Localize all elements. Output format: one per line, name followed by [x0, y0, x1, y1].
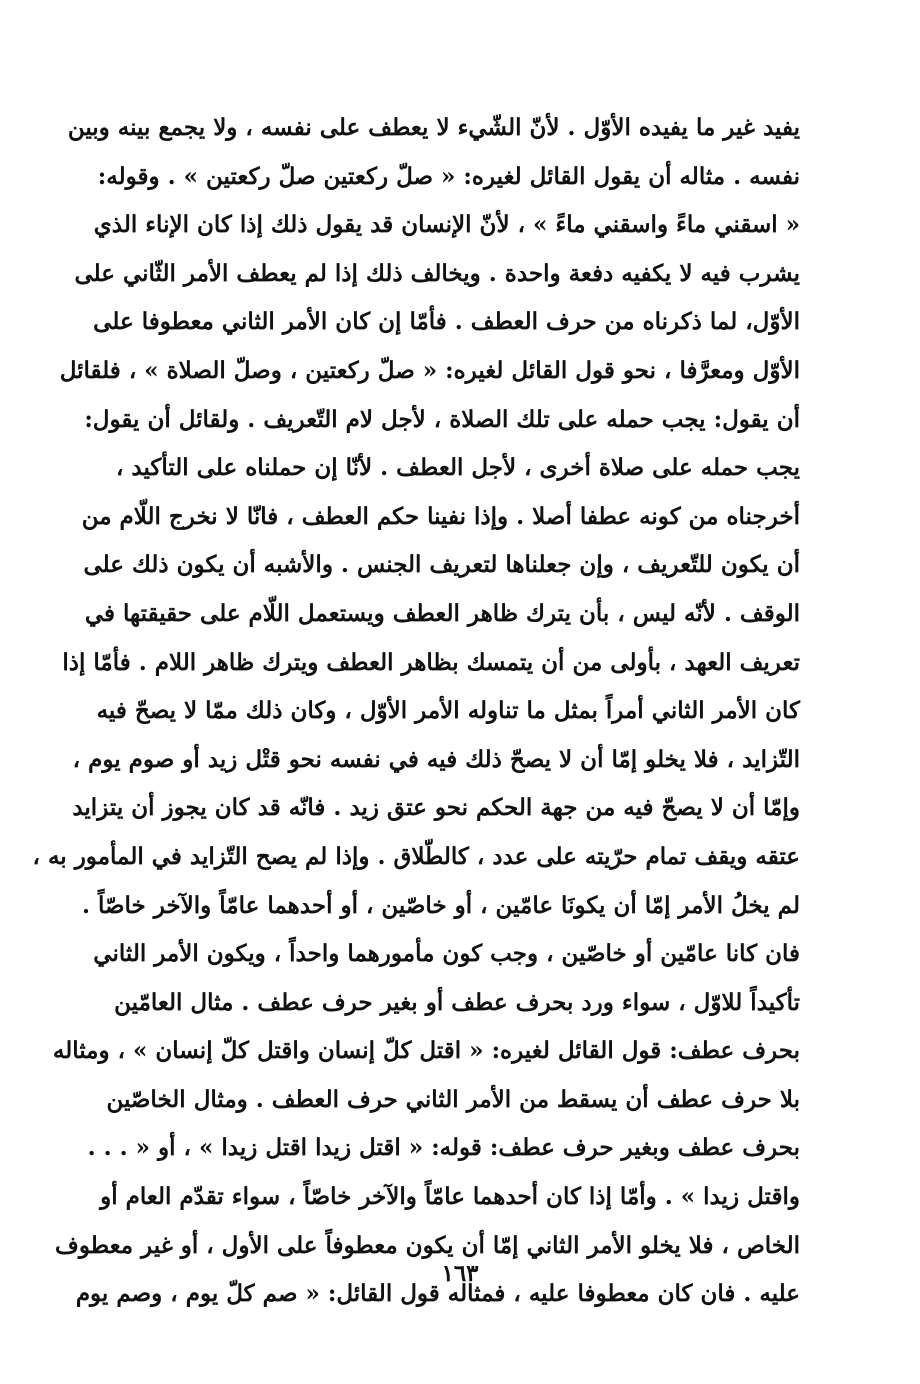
text-line: تأكيداً للاوّل ، سواء ورد بحرف عطف أو بغير حرف عطف . مثال العامّين: [114, 988, 800, 1016]
text-line: أن يقول: يجب حمله على تلك الصلاة ، لأجل لام التّعريف . ولقائل أن يقول:: [84, 405, 800, 433]
text-line: عليه . فان كان معطوفا عليه ، فمثاله قول القائل: « صم كلّ يوم ، وصم يوم: [75, 1280, 800, 1308]
text-line: التّزايد ، فلا يخلو إمّا أن لا يصحّ ذلك فيه في نفسه نحو قتْل زيد أو صوم يوم ،: [72, 745, 800, 773]
text-line: لم يخلُ الأمر إمّا أن يكونَا عامّين ، أو خاصّين ، أو أحدهما عامّاً والآخر خاصّاً .: [81, 891, 800, 919]
text-line: كان الأمر الثاني أمراً بمثل ما تناوله الأمر الأوّل ، وكان ذلك ممّا لا يصحّ فيه: [96, 697, 800, 725]
text-line: تعريف العهد ، بأولى من أن يتمسك بظاهر العطف ويترك ظاهر اللام . فأمّا إذا: [62, 648, 800, 676]
text-line: يجب حمله على صلاة أخرى ، لأجل العطف . لأنّا إن حملناه على التأكيد ،: [115, 454, 800, 482]
text-line: بحرف عطف وبغير حرف عطف: قوله: « اقتل زيدا اقتل زيدا » ، أو « . . .: [87, 1134, 800, 1162]
text-line: بحرف عطف: قول القائل لغيره: « اقتل كلّ إنسان واقتل كلّ إنسان » ، ومثاله: [52, 1037, 800, 1065]
text-line: الأوّل، لما ذكرناه من حرف العطف . فأمّا إن كان الأمر الثاني معطوفا على: [93, 308, 800, 336]
text-line: واقتل زيدا » . وأمّا إذا كان أحدهما عامّاً والآخر خاصّاً ، سواء تقدّم العام أو: [100, 1183, 800, 1211]
page-number: ١٦٣: [441, 1260, 479, 1287]
text-line: يفيد غير ما يفيده الأوّل . لأنّ الشّيء لا يعطف على نفسه ، ولا يجمع بينه وبين: [67, 114, 800, 141]
text-line: الخاص ، فلا يخلو الأمر الثاني إمّا أن يكون معطوفاً على الأول ، أو غير معطوف: [55, 1231, 800, 1259]
body-text: [32, 104, 800, 1319]
text-line: فان كانا عامّين أو خاصّين ، وجب كون مأمورهما واحداً ، ويكون الأمر الثاني: [93, 940, 800, 968]
text-line: « اسقني ماءً واسقني ماءً » ، لأنّ الإنسان قد يقول ذلك إذا كان الإناء الذي: [93, 211, 800, 239]
text-line: يشرب فيه لا يكفيه دفعة واحدة . ويخالف ذلك إذا لم يعطف الأمر الثّاني على: [74, 259, 800, 287]
text-line: أخرجناه من كونه عطفا أصلا . وإذا نفينا حكم العطف ، فانّا لا نخرج اللّام من: [81, 502, 800, 530]
text-line: الوقف . لأنّه ليس ، بأن يترك ظاهر العطف ويستعمل اللّام على حقيقتها في: [84, 599, 800, 627]
text-line: وإمّا أن لا يصحّ فيه من جهة الحكم نحو عتق زيد . فانّه قد كان يجوز أن يتزايد: [72, 794, 800, 822]
text-line: الأوّل ومعرَّفا ، نحو قول القائل لغيره: « صلّ ركعتين ، وصلّ الصلاة » ، فلقائل: [59, 356, 800, 384]
text-line: أن يكون للتّعريف ، وإن جعلناها لتعريف الجنس . والأشبه أن يكون ذلك على: [83, 551, 800, 579]
text-line: عتقه ويقف تمام حرّيته على عدد ، كالطّلاق . وإذا لم يصح التّزايد في المأمور به ،: [32, 842, 800, 870]
text-line: نفسه . مثاله أن يقول القائل لغيره: « صلّ ركعتين صلّ ركعتين » . وقوله:: [97, 162, 800, 190]
text-line: بلا حرف عطف أن يسقط من الأمر الثاني حرف العطف . ومثال الخاصّين: [106, 1085, 800, 1113]
